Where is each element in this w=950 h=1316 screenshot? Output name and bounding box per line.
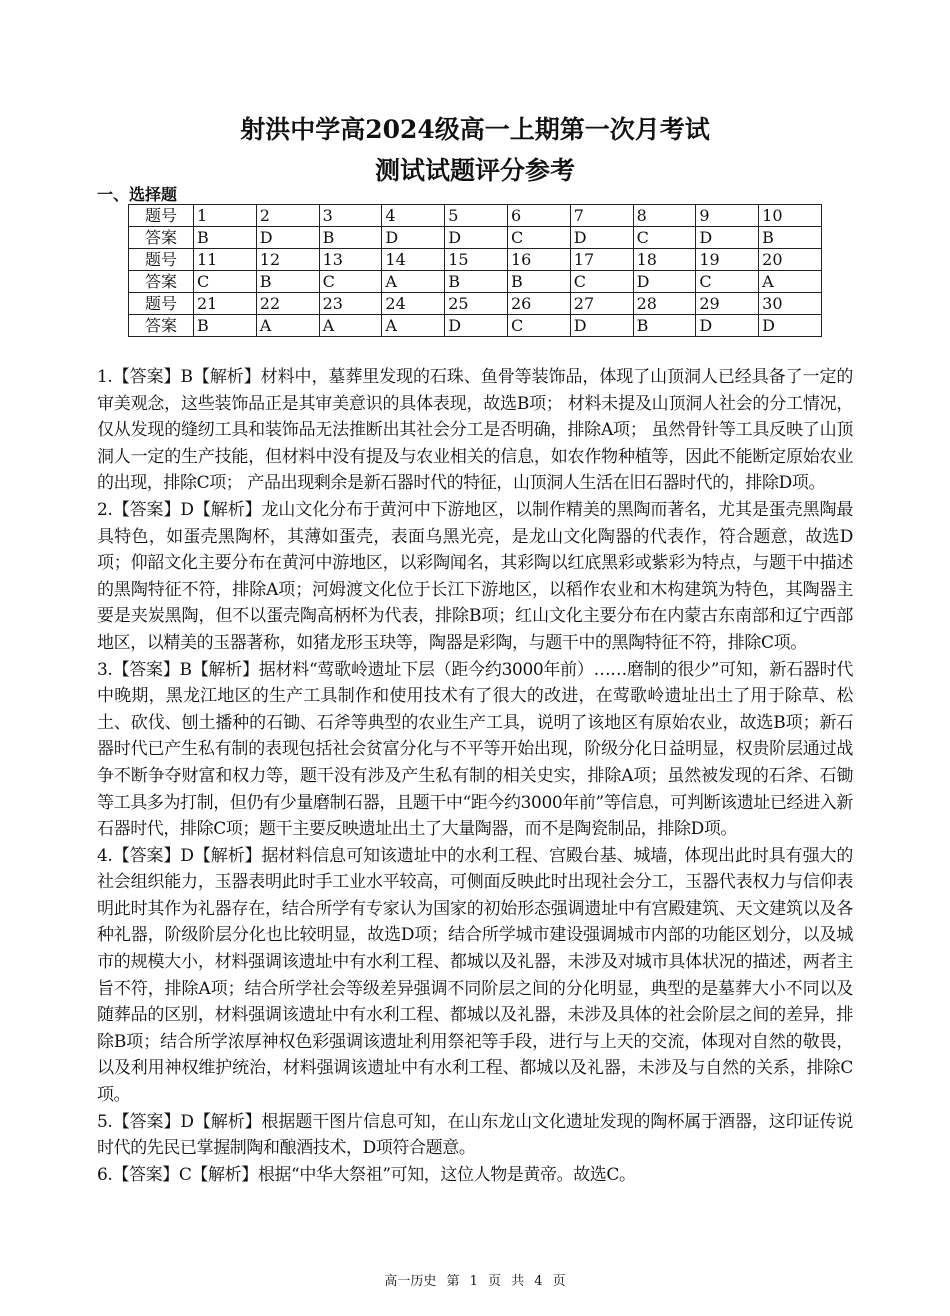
table-cell: B bbox=[445, 271, 508, 293]
table-cell: 20 bbox=[759, 249, 822, 271]
table-cell: A bbox=[382, 271, 445, 293]
table-cell: D bbox=[445, 315, 508, 337]
table-cell: 26 bbox=[507, 293, 570, 315]
table-cell: D bbox=[445, 227, 508, 249]
table-cell: A bbox=[759, 271, 822, 293]
table-cell: 18 bbox=[633, 249, 696, 271]
table-cell: B bbox=[256, 271, 319, 293]
explanations-body bbox=[97, 364, 853, 1188]
table-cell: C bbox=[633, 227, 696, 249]
section-heading: 一、选择题 bbox=[97, 185, 178, 204]
table-cell: 23 bbox=[319, 293, 382, 315]
table-cell: 10 bbox=[759, 205, 822, 227]
explanation-item: 3.【答案】B【解析】据材料“莺歌岭遗址下层（距今约3000年前）……磨制的很少”可知，新石器时代中晚期，黑龙江地区的生产工具制作和使用技术有了很大的改进，在莺歌岭遗址出土了用于除草、松土、砍伐、刨土播种的石锄、石斧等典型的农业生产工具，说明了该地区有原始农业，故选B项；新石器时代已产生私有制的表现包括社会贫富分化与不平等开始出现，阶级分化日益明显，权贵阶层通过战争不断争夺财富和权力等，题干没有涉及产生私有制的相关史实，排除A项；虽然被发现的石斧、石锄等工具多为打制，但仍有少量磨制石器，且题干中“距今约3000年前”等信息，可判断该遗址已经进入新石器时代，排除C项；题干主要反映遗址出土了大量陶器，而不是陶瓷制品，排除D项。 bbox=[97, 659, 853, 840]
explanation-item: 1.【答案】B【解析】材料中，墓葬里发现的石珠、鱼骨等装饰品，体现了山顶洞人已经具备了一定的审美观念，这些装饰品正是其审美意识的具体表现，故选B项； 材料未提及山顶洞人社会的分工情况，仅从发现的缝纫工具和装饰品无法推断出其社会分工是否明确，排除A项； 虽然骨针等工具反映了山顶洞人一定的生产技能，但材料中没有提及与农业相关的信息，如农作物种植等，因此不能断定原始农业的出现，排除C项； 产品出现剩余是新石器时代的特征，山顶洞人生活在旧石器时代的，排除D项。 bbox=[97, 367, 853, 494]
table-cell: B bbox=[194, 227, 257, 249]
table-row bbox=[129, 293, 822, 315]
table-row-header: 题号 bbox=[129, 205, 194, 227]
table-cell: D bbox=[696, 315, 759, 337]
table-cell: 11 bbox=[194, 249, 257, 271]
table-row bbox=[129, 249, 822, 271]
table-cell: 13 bbox=[319, 249, 382, 271]
table-cell: D bbox=[256, 227, 319, 249]
table-cell: D bbox=[570, 227, 633, 249]
table-cell: B bbox=[633, 315, 696, 337]
table-cell: C bbox=[319, 271, 382, 293]
table-row bbox=[129, 227, 822, 249]
table-row bbox=[129, 315, 822, 337]
table-row bbox=[129, 205, 822, 227]
table-cell: D bbox=[570, 315, 633, 337]
table-row-header: 答案 bbox=[129, 271, 194, 293]
table-cell: D bbox=[759, 315, 822, 337]
table-cell: A bbox=[256, 315, 319, 337]
table-cell: B bbox=[319, 227, 382, 249]
page-footer: 高一历史 第 1 页 共 4 页 bbox=[384, 1274, 566, 1289]
table-cell: 4 bbox=[382, 205, 445, 227]
table-cell: 28 bbox=[633, 293, 696, 315]
table-cell: A bbox=[319, 315, 382, 337]
table-cell: 6 bbox=[507, 205, 570, 227]
table-cell: 25 bbox=[445, 293, 508, 315]
table-cell: D bbox=[633, 271, 696, 293]
table-row-header: 题号 bbox=[129, 293, 194, 315]
table-cell: 5 bbox=[445, 205, 508, 227]
document-subtitle: 测试试题评分参考 bbox=[374, 156, 575, 185]
document-title: 射洪中学高2024级高一上期第一次月考试 bbox=[240, 115, 710, 144]
table-cell: 24 bbox=[382, 293, 445, 315]
explanation-item: 6.【答案】C【解析】根据“中华大祭祖”可知，这位人物是黄帝。故选C。 bbox=[97, 1164, 636, 1185]
table-cell: 3 bbox=[319, 205, 382, 227]
explanation-item: 2.【答案】D【解析】龙山文化分布于黄河中下游地区，以制作精美的黑陶而著名，尤其是蛋壳黑陶最具特色，如蛋壳黑陶杯，其薄如蛋壳，表面乌黑光亮，是龙山文化陶器的代表作，符合题意，故选D项；仰韶文化主要分布在黄河中游地区，以彩陶闻名，其彩陶以红底黑彩或紫彩为特点，与题干中描述的黑陶特征不符，排除A项；河姆渡文化位于长江下游地区，以稻作农业和木构建筑为特色，其陶器主要是夹炭黑陶，但不以蛋壳陶高柄杯为代表，排除B项；红山文化主要分布在内蒙古东南部和辽宁西部地区，以精美的玉器著称，如猪龙形玉玦等，陶器是彩陶，与题干中的黑陶特征不符，排除C项。 bbox=[97, 499, 853, 653]
table-cell: 1 bbox=[194, 205, 257, 227]
table-cell: 15 bbox=[445, 249, 508, 271]
table-cell: C bbox=[507, 315, 570, 337]
table-cell: C bbox=[194, 271, 257, 293]
table-cell: 30 bbox=[759, 293, 822, 315]
table-cell: C bbox=[507, 227, 570, 249]
table-cell: 29 bbox=[696, 293, 759, 315]
table-cell: C bbox=[696, 271, 759, 293]
table-cell: 17 bbox=[570, 249, 633, 271]
table-cell: 7 bbox=[570, 205, 633, 227]
table-cell: 27 bbox=[570, 293, 633, 315]
table-cell: 12 bbox=[256, 249, 319, 271]
table-cell: B bbox=[759, 227, 822, 249]
table-row bbox=[129, 271, 822, 293]
table-cell: C bbox=[570, 271, 633, 293]
table-cell: 14 bbox=[382, 249, 445, 271]
table-cell: 19 bbox=[696, 249, 759, 271]
table-cell: 22 bbox=[256, 293, 319, 315]
table-cell: 9 bbox=[696, 205, 759, 227]
table-cell: B bbox=[507, 271, 570, 293]
table-cell: A bbox=[382, 315, 445, 337]
explanation-item: 5.【答案】D【解析】根据题干图片信息可知，在山东龙山文化遗址发现的陶杯属于酒器，这印证传说时代的先民已掌握制陶和酿酒技术，D项符合题意。 bbox=[97, 1111, 853, 1159]
table-row-header: 答案 bbox=[129, 315, 194, 337]
table-cell: 16 bbox=[507, 249, 570, 271]
table-row-header: 题号 bbox=[129, 249, 194, 271]
answer-key-table bbox=[128, 204, 822, 337]
table-cell: 8 bbox=[633, 205, 696, 227]
table-cell: 2 bbox=[256, 205, 319, 227]
explanation-item: 4.【答案】D【解析】据材料信息可知该遗址中的水利工程、宫殿台基、城墙，体现出此时具有强大的社会组织能力，玉器表明此时手工业水平较高，可侧面反映此时出现社会分工，玉器代表权力与信仰表明此时其作为礼器存在，结合所学有专家认为国家的初始形态强调遗址中有宫殿建筑、天文建筑以及各种礼器，阶级阶层分化也比较明显，故选D项；结合所学城市建设强调城市内部的功能区划分，以及城市的规模大小，材料强调该遗址中有水利工程、都城以及礼器，未涉及对城市具体状况的描述，两者主旨不符，排除A项；结合所学社会等级差异强调不同阶层之间的分化明显，典型的是墓葬大小不同以及随葬品的区别，材料强调该遗址中有水利工程、都城以及礼器，未涉及具体的社会阶层之间的差异，排除B项；结合所学浓厚神权色彩强调该遗址利用祭祀等手段，进行与上天的交流，体现对自然的敬畏，以及利用神权维护统治，材料强调该遗址中有水利工程、都城以及礼器，未涉及与自然的关系，排除C项。 bbox=[97, 845, 853, 1106]
table-cell: B bbox=[194, 315, 257, 337]
table-cell: 21 bbox=[194, 293, 257, 315]
table-cell: D bbox=[382, 227, 445, 249]
table-cell: D bbox=[696, 227, 759, 249]
table-row-header: 答案 bbox=[129, 227, 194, 249]
